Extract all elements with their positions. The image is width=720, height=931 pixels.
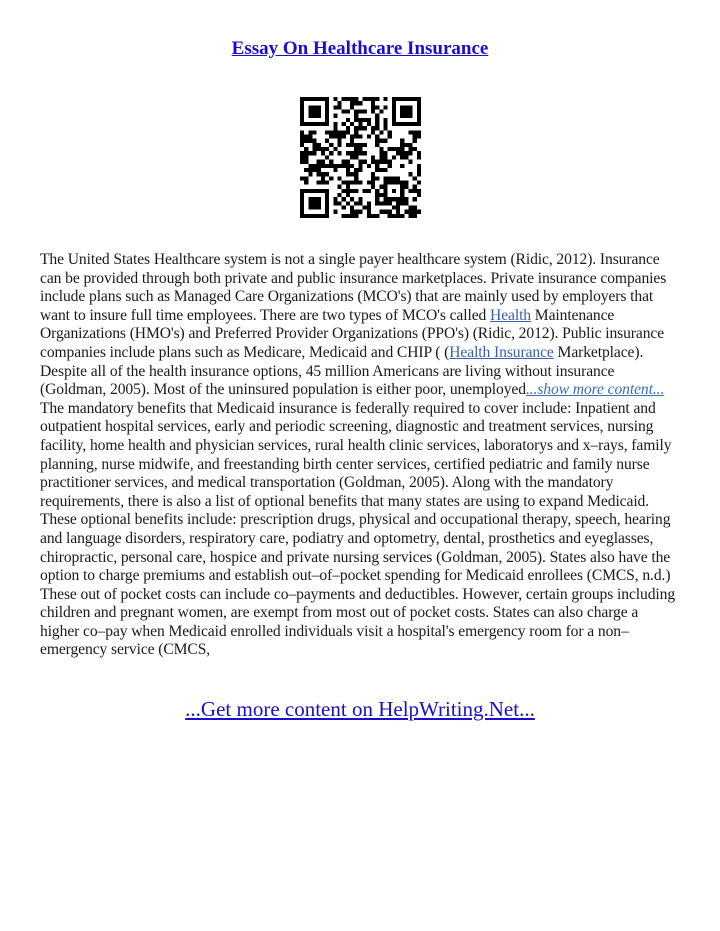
- qr-code-icon: [300, 97, 421, 218]
- get-more-content-link[interactable]: ...Get more content on HelpWriting.Net...: [185, 697, 535, 721]
- paragraph-2: The mandatory benefits that Medicaid insurance is federally required to cover include: Inpatient and outpatient hospital services, early and periodic screening, diagnostic and treatment services, nursing facility, home health and physician services, rural health clinic services, laboratorys and x–rays, family planning, nurse midwife, and freestanding birth center services, certified pediatric and family nurse practitioner services, and medical transportation (Goldman, 2005). Along with the mandatory requirements, there is also a list of optional benefits that many states are using to expand Medicaid. These optional benefits include: prescription drugs, physical and occupational therapy, speech, hearing and language disorders, respiratory care, podiatry and optometry, dental, prosthetics and eyeglasses, chiropractic, personal care, hospice and private nursing services (Goldman, 2005). States also have the option to charge premiums and establish out–of–pocket spending for Medicaid enrollees (CMCS, n.d.) These out of pocket costs can include co–payments and deductibles. However, certain groups including children and pregnant women, are exempt from most out of pocket costs. States can also charge a higher co–pay when Medicaid enrolled individuals visit a hospital's emergency room for a non–emergency service (CMCS,: [40, 399, 676, 659]
- paragraph-1-text-b: Maintenance Organizations (HMO's) and Preferred Provider Organizations (PPO's) (Ridic, 2012). Public insurance companies include plans such as Medicare, Medicaid and CHIP ( (: [40, 306, 665, 361]
- paragraph-1-text-a: The United States Healthcare system is not a single payer healthcare system (Ridic, 2012). Insurance can be provided through both private and public insurance marketplaces. Private insurance companies include plans such as Managed Care Organizations (MCO's) that are mainly used by employers that want to insure full time employees. There are two types of MCO's called: [40, 251, 667, 324]
- essay-body: [40, 251, 680, 660]
- paragraph-1: [40, 251, 680, 400]
- health-link[interactable]: Health: [490, 306, 531, 324]
- health-insurance-link[interactable]: Health Insurance: [449, 343, 554, 361]
- paragraph-1-text-c: Marketplace). Despite all of the health insurance options, 45 million Americans are living without insurance (Goldman, 2005). Most of the uninsured population is either poor, unemployed: [40, 343, 644, 399]
- show-more-link[interactable]: ...show more content...: [525, 381, 665, 399]
- document-title[interactable]: Essay On Healthcare Insurance: [231, 38, 489, 59]
